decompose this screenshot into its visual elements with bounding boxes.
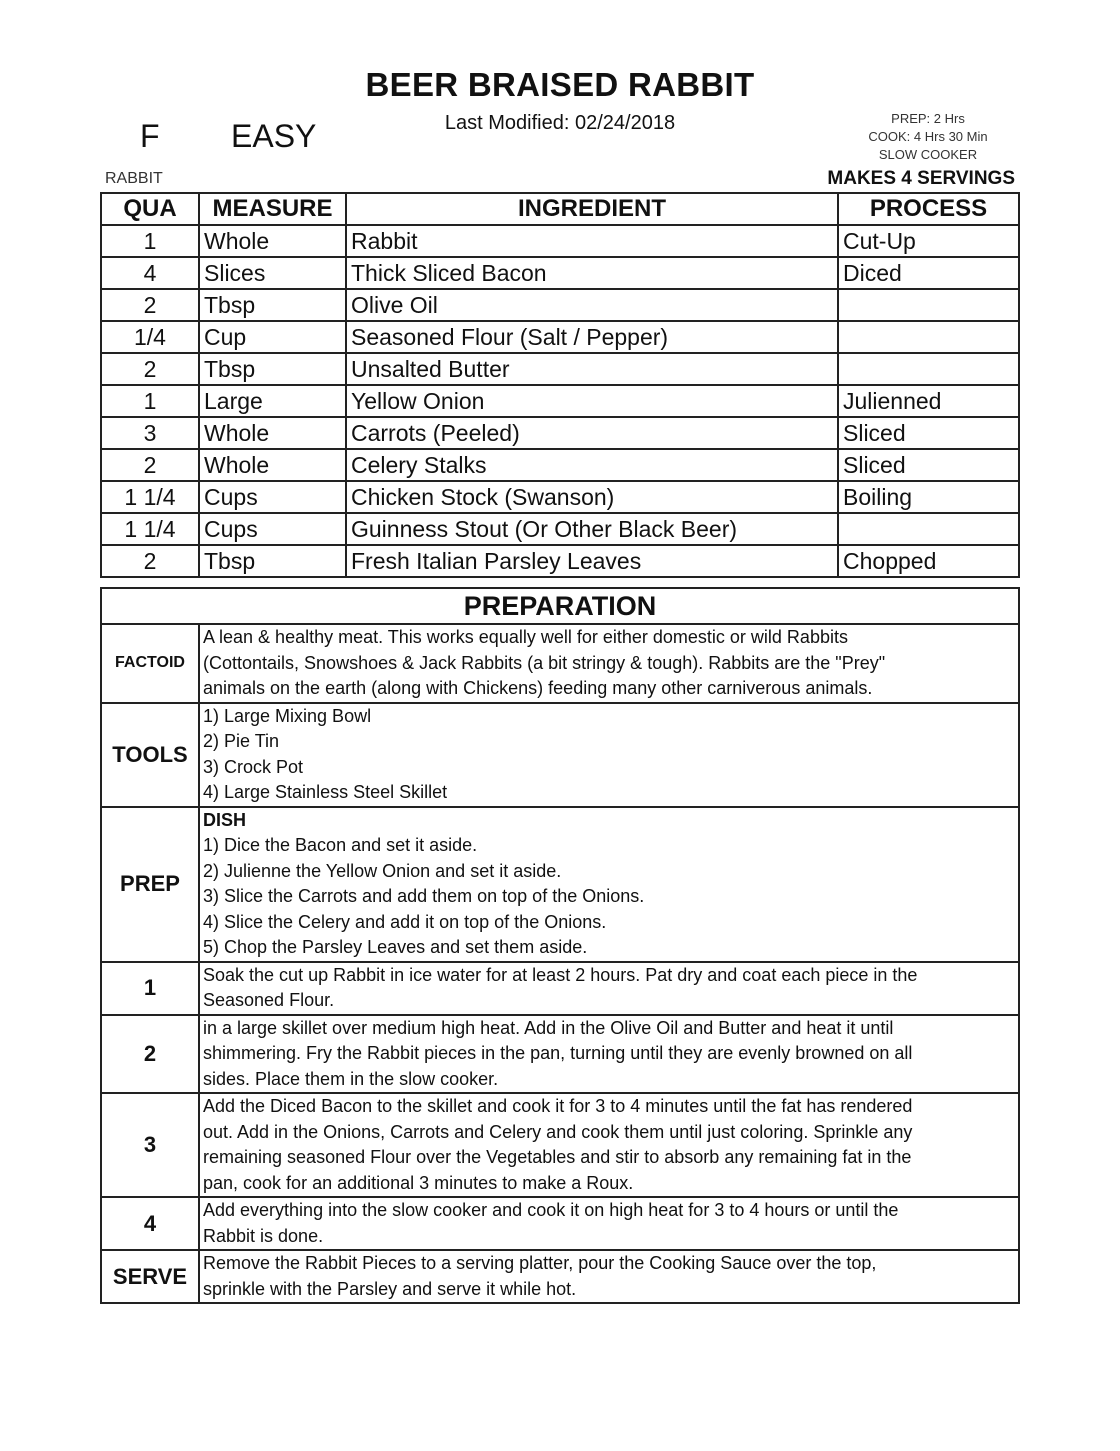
ingredient-name: Yellow Onion	[346, 385, 838, 417]
ingredient-row	[101, 257, 1019, 289]
text-line: 4) Slice the Celery and add it on top of the Onions.	[203, 911, 607, 932]
step-label: 1	[101, 962, 199, 1015]
recipe-difficulty: EASY	[231, 118, 317, 154]
ingredient-measure: Cups	[199, 481, 346, 513]
step-label: 2	[101, 1015, 199, 1094]
text-line: Rabbit is done.	[203, 1225, 324, 1246]
step-text	[199, 1015, 1019, 1094]
text-line: in a large skillet over medium high heat. Add in the Olive Oil and Butter and heat it until	[203, 1017, 894, 1038]
step-label: 4	[101, 1197, 199, 1250]
ingredient-name: Unsalted Butter	[346, 353, 838, 385]
text-line: out. Add in the Onions, Carrots and Celery and cook them until just coloring. Sprinkle any	[203, 1121, 913, 1142]
ingredient-name: Seasoned Flour (Salt / Pepper)	[346, 321, 838, 353]
step-row	[101, 962, 1019, 1015]
text-line: sprinkle with the Parsley and serve it while hot.	[203, 1278, 577, 1299]
serve-text	[199, 1250, 1019, 1303]
step-row	[101, 1015, 1019, 1094]
text-line: 3) Slice the Carrots and add them on top of the Onions.	[203, 886, 645, 906]
step-text	[199, 1093, 1019, 1197]
prep-steps	[203, 833, 1015, 961]
cook-time: COOK: 4 Hrs 30 Min	[868, 129, 988, 144]
ingredient-row	[101, 481, 1019, 513]
ingredient-process: Cut-Up	[838, 225, 1019, 257]
ingredient-process: Sliced	[838, 417, 1019, 449]
serve-row	[101, 1250, 1019, 1303]
text-line: remaining seasoned Flour over the Vegetables and stir to absorb any remaining fat in the	[203, 1147, 912, 1167]
text-line: 4) Large Stainless Steel Skillet	[203, 782, 448, 802]
ingredient-name: Carrots (Peeled)	[346, 417, 838, 449]
text-line: animals on the earth (along with Chickens) feeding many other carniverous animals.	[203, 678, 873, 698]
ingredient-name: Olive Oil	[346, 289, 838, 321]
ingredient-qty: 2	[101, 545, 199, 577]
cook-method: SLOW COOKER	[878, 147, 978, 162]
text-line: shimmering. Fry the Rabbit pieces in the pan, turning until they are evenly browned on all	[203, 1043, 913, 1063]
ingredient-measure: Whole	[199, 225, 346, 257]
recipe-category: RABBIT	[105, 170, 163, 187]
text-line: Seasoned Flour.	[203, 990, 335, 1010]
ingredient-measure: Large	[199, 385, 346, 417]
factoid-text	[199, 624, 1019, 703]
ingredients-table	[100, 192, 1020, 578]
text-line: 1) Dice the Bacon and set it aside.	[203, 835, 478, 855]
tools-list	[199, 703, 1019, 807]
ingredient-row	[101, 385, 1019, 417]
ingredient-process	[838, 289, 1019, 321]
ingredient-qty: 4	[101, 257, 199, 289]
ingredient-row	[101, 417, 1019, 449]
ingredient-qty: 1	[101, 385, 199, 417]
ingredient-qty: 2	[101, 449, 199, 481]
ingredient-measure: Cup	[199, 321, 346, 353]
ingredient-row	[101, 289, 1019, 321]
text-line: Add everything into the slow cooker and cook it on high heat for 3 to 4 hours or until the	[203, 1200, 899, 1220]
prep-row	[101, 807, 1019, 962]
header-process: PROCESS	[838, 193, 1019, 225]
ingredient-measure: Slices	[199, 257, 346, 289]
tools-row	[101, 703, 1019, 807]
ingredient-qty: 3	[101, 417, 199, 449]
ingredient-measure: Whole	[199, 449, 346, 481]
header-ingredient: INGREDIENT	[346, 193, 838, 225]
ingredient-measure: Tbsp	[199, 289, 346, 321]
step-text	[199, 1197, 1019, 1250]
ingredient-name: Rabbit	[346, 225, 838, 257]
ingredient-name: Chicken Stock (Swanson)	[346, 481, 838, 513]
tools-label: TOOLS	[101, 703, 199, 807]
preparation-table	[100, 587, 1020, 1304]
ingredient-process	[838, 513, 1019, 545]
factoid-row	[101, 624, 1019, 703]
text-line: Add the Diced Bacon to the skillet and cook it for 3 to 4 minutes until the fat has rendered	[203, 1096, 913, 1116]
text-line: Soak the cut up Rabbit in ice water for at least 2 hours. Pat dry and coat each piece in the	[203, 964, 918, 985]
factoid-label: FACTOID	[101, 624, 199, 703]
header-qty: QUA	[101, 193, 199, 225]
ingredient-process: Boiling	[838, 481, 1019, 513]
text-line: pan, cook for an additional 3 minutes to make a Roux.	[203, 1172, 634, 1193]
ingredient-row	[101, 353, 1019, 385]
recipe-title: BEER BRAISED RABBIT	[365, 66, 755, 103]
serve-label: SERVE	[101, 1250, 199, 1303]
ingredient-process: Sliced	[838, 449, 1019, 481]
timing-block	[840, 110, 1016, 164]
text-line: 2) Julienne the Yellow Onion and set it aside.	[203, 860, 562, 881]
ingredients-header-row	[101, 193, 1019, 225]
prep-time: PREP: 2 Hrs	[891, 111, 965, 126]
ingredient-row	[101, 321, 1019, 353]
step-label: 3	[101, 1093, 199, 1197]
ingredient-measure: Tbsp	[199, 545, 346, 577]
last-modified: Last Modified: 02/24/2018	[444, 112, 676, 134]
ingredient-process	[838, 321, 1019, 353]
ingredient-qty: 1 1/4	[101, 513, 199, 545]
text-line: 2) Pie Tin	[203, 731, 280, 751]
text-line: A lean & healthy meat. This works equally well for either domestic or wild Rabbits	[203, 627, 848, 647]
ingredient-name: Celery Stalks	[346, 449, 838, 481]
ingredient-measure: Whole	[199, 417, 346, 449]
ingredient-row	[101, 449, 1019, 481]
ingredient-qty: 1	[101, 225, 199, 257]
ingredient-measure: Tbsp	[199, 353, 346, 385]
ingredient-name: Thick Sliced Bacon	[346, 257, 838, 289]
step-row	[101, 1197, 1019, 1250]
prep-subheading: DISH	[203, 809, 247, 830]
text-line: sides. Place them in the slow cooker.	[203, 1068, 499, 1089]
ingredient-process	[838, 353, 1019, 385]
ingredient-measure: Cups	[199, 513, 346, 545]
ingredient-row	[101, 545, 1019, 577]
ingredient-qty: 2	[101, 289, 199, 321]
text-line: 3) Crock Pot	[203, 756, 304, 777]
servings: MAKES 4 SERVINGS	[827, 168, 1015, 189]
ingredient-row	[101, 513, 1019, 545]
ingredient-name: Guinness Stout (Or Other Black Beer)	[346, 513, 838, 545]
ingredient-process: Diced	[838, 257, 1019, 289]
step-text	[199, 962, 1019, 1015]
step-row	[101, 1093, 1019, 1197]
text-line: 5) Chop the Parsley Leaves and set them aside.	[203, 937, 588, 957]
text-line: Remove the Rabbit Pieces to a serving platter, pour the Cooking Sauce over the top,	[203, 1253, 877, 1273]
ingredient-qty: 1 1/4	[101, 481, 199, 513]
prep-list	[199, 807, 1019, 962]
ingredient-row	[101, 225, 1019, 257]
ingredient-process: Chopped	[838, 545, 1019, 577]
ingredient-name: Fresh Italian Parsley Leaves	[346, 545, 838, 577]
preparation-heading: PREPARATION	[101, 588, 1019, 624]
recipe-grade: F	[140, 118, 160, 154]
prep-label: PREP	[101, 807, 199, 962]
header-measure: MEASURE	[199, 193, 346, 225]
text-line: 1) Large Mixing Bowl	[203, 705, 372, 726]
ingredient-qty: 1/4	[101, 321, 199, 353]
ingredient-qty: 2	[101, 353, 199, 385]
ingredient-process: Julienned	[838, 385, 1019, 417]
text-line: (Cottontails, Snowshoes & Jack Rabbits (a bit stringy & tough). Rabbits are the "Prey"	[203, 652, 886, 673]
